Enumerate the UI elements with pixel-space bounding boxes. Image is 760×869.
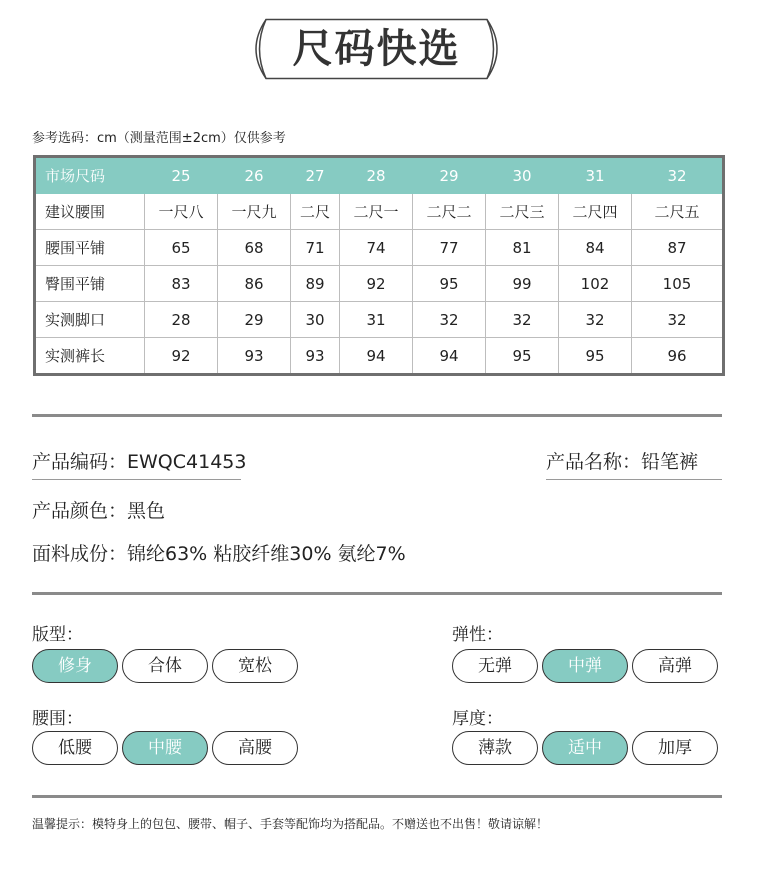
table-cell: 65 — [145, 230, 218, 266]
table-cell: 93 — [218, 338, 291, 375]
table-row — [35, 302, 724, 338]
table-row — [35, 230, 724, 266]
table-cell: 二尺五 — [632, 194, 724, 230]
table-cell: 95 — [413, 266, 486, 302]
header-cell: 25 — [145, 157, 218, 194]
table-cell: 99 — [486, 266, 559, 302]
table-cell: 32 — [486, 302, 559, 338]
table-cell: 93 — [291, 338, 340, 375]
table-row — [35, 266, 724, 302]
table-cell: 二尺一 — [340, 194, 413, 230]
table-cell: 30 — [291, 302, 340, 338]
header-cell: 27 — [291, 157, 340, 194]
header-cell: 32 — [632, 157, 724, 194]
header-cell: 31 — [559, 157, 632, 194]
fit-option-regular: 合体 — [122, 649, 208, 683]
thickness-option-thin: 薄款 — [452, 731, 538, 765]
elasticity-option-medium: 中弹 — [542, 649, 628, 683]
fit-option-loose: 宽松 — [212, 649, 298, 683]
table-cell: 94 — [340, 338, 413, 375]
product-code: 产品编码：EWQC41453 — [32, 451, 247, 473]
row-header-cell: 臀围平铺 — [35, 266, 145, 302]
elasticity-option-none: 无弹 — [452, 649, 538, 683]
reference-note: 参考选码：cm（测量范围±2cm）仅供参考 — [32, 131, 286, 146]
table-cell: 95 — [486, 338, 559, 375]
table-cell: 一尺八 — [145, 194, 218, 230]
table-cell: 一尺九 — [218, 194, 291, 230]
fit-label: 版型： — [32, 625, 83, 645]
table-cell: 二尺三 — [486, 194, 559, 230]
product-color: 产品颜色：黑色 — [32, 500, 166, 522]
table-cell: 95 — [559, 338, 632, 375]
divider — [32, 795, 722, 798]
table-row — [35, 194, 724, 230]
thickness-option-medium: 适中 — [542, 731, 628, 765]
title-banner — [244, 18, 509, 80]
header-cell: 26 — [218, 157, 291, 194]
table-cell: 83 — [145, 266, 218, 302]
table-cell: 二尺四 — [559, 194, 632, 230]
table-cell: 31 — [340, 302, 413, 338]
table-row — [35, 338, 724, 375]
table-cell: 92 — [340, 266, 413, 302]
header-cell: 29 — [413, 157, 486, 194]
table-cell: 87 — [632, 230, 724, 266]
thickness-label: 厚度： — [452, 709, 503, 729]
table-cell: 84 — [559, 230, 632, 266]
table-cell: 二尺二 — [413, 194, 486, 230]
product-name-underline — [546, 479, 722, 480]
table-cell: 77 — [413, 230, 486, 266]
table-cell: 32 — [559, 302, 632, 338]
header-cell: 28 — [340, 157, 413, 194]
table-cell: 105 — [632, 266, 724, 302]
table-cell: 96 — [632, 338, 724, 375]
elasticity-label: 弹性： — [452, 625, 503, 645]
product-code-underline — [32, 479, 241, 480]
waist-option-high: 高腰 — [212, 731, 298, 765]
table-header-row — [35, 157, 724, 194]
product-name: 产品名称：铅笔裤 — [546, 451, 699, 473]
table-cell: 81 — [486, 230, 559, 266]
waist-label: 腰围： — [32, 709, 83, 729]
size-table — [33, 155, 725, 376]
row-header-cell: 实测脚口 — [35, 302, 145, 338]
notice-text: 温馨提示：模特身上的包包、腰带、帽子、手套等配饰均为搭配品。不赠送也不出售！敬请谅解！ — [32, 817, 549, 831]
header-cell: 市场尺码 — [35, 157, 145, 194]
table-cell: 71 — [291, 230, 340, 266]
table-cell: 32 — [413, 302, 486, 338]
product-fabric: 面料成份：锦纶63% 粘胶纤维30% 氨纶7% — [32, 543, 406, 565]
page-title: 尺码快选 — [292, 26, 461, 72]
header-cell: 30 — [486, 157, 559, 194]
row-header-cell: 实测裤长 — [35, 338, 145, 375]
row-header-cell: 建议腰围 — [35, 194, 145, 230]
table-cell: 28 — [145, 302, 218, 338]
table-cell: 86 — [218, 266, 291, 302]
table-cell: 68 — [218, 230, 291, 266]
waist-option-mid: 中腰 — [122, 731, 208, 765]
table-cell: 29 — [218, 302, 291, 338]
table-cell: 102 — [559, 266, 632, 302]
table-cell: 32 — [632, 302, 724, 338]
divider — [32, 414, 722, 417]
row-header-cell: 腰围平铺 — [35, 230, 145, 266]
table-cell: 74 — [340, 230, 413, 266]
thickness-option-thick: 加厚 — [632, 731, 718, 765]
waist-option-low: 低腰 — [32, 731, 118, 765]
table-cell: 二尺 — [291, 194, 340, 230]
divider — [32, 592, 722, 595]
table-cell: 94 — [413, 338, 486, 375]
elasticity-option-high: 高弹 — [632, 649, 718, 683]
fit-option-slim: 修身 — [32, 649, 118, 683]
table-cell: 89 — [291, 266, 340, 302]
table-cell: 92 — [145, 338, 218, 375]
